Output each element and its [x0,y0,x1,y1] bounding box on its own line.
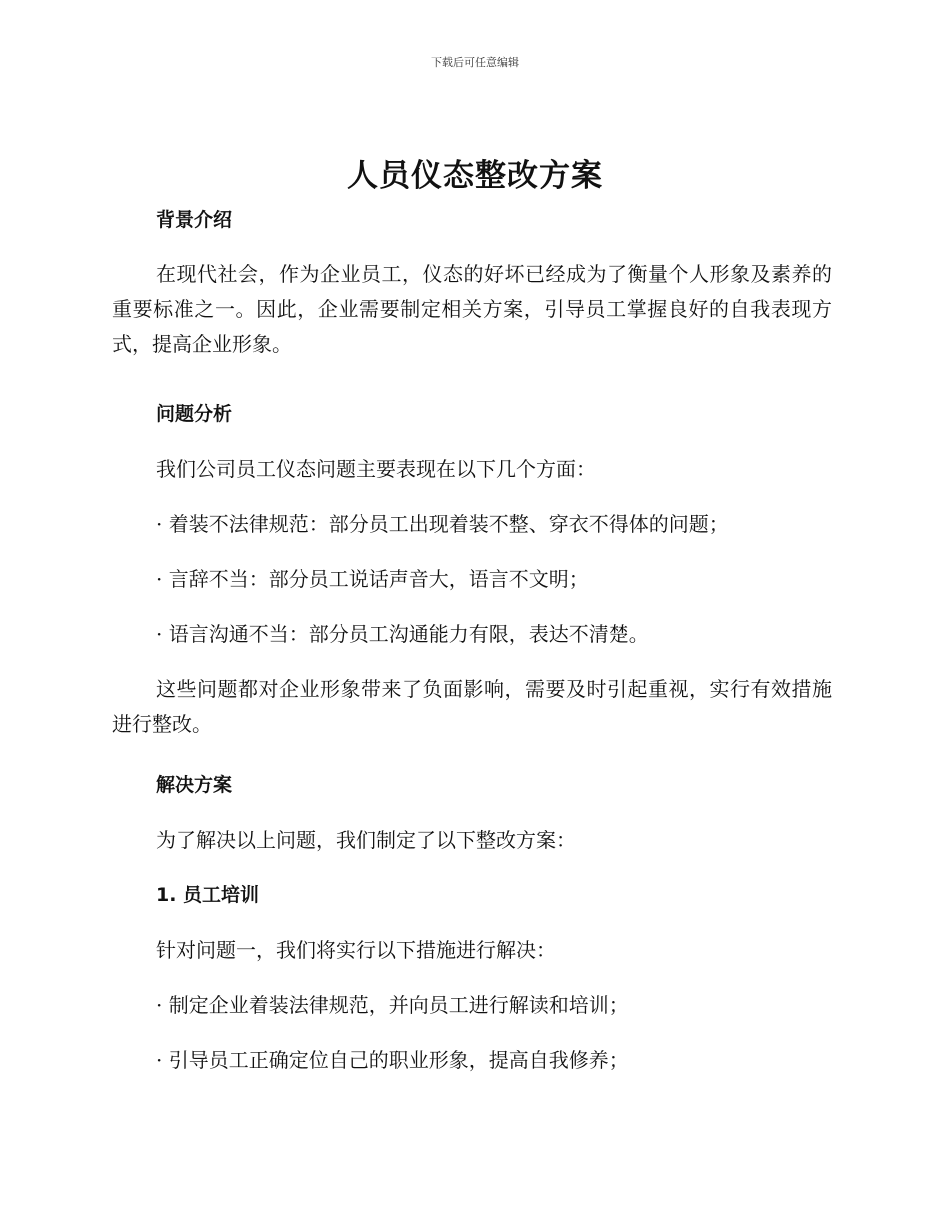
solution-bullet-1: · 制定企业着装法律规范，并向员工进行解读和培训； [156,993,629,1017]
header-note: 下载后可任意编辑 [431,56,519,69]
background-paragraph: 在现代社会，作为企业员工，仪态的好坏已经成为了衡量个人形象及素养的重要标准之一。因此，企业需要制定相关方案，引导员工掌握良好的自我表现方式，提高企业形象。 [112,262,832,356]
solution-intro: 为了解决以上问题，我们制定了以下整改方案： [156,828,576,852]
analysis-conclusion: 这些问题都对企业形象带来了负面影响，需要及时引起重视，实行有效措施进行整改。 [112,677,832,736]
section-heading-solution: 解决方案 [156,774,233,796]
section-heading-background: 背景介绍 [156,209,233,231]
section-heading-analysis: 问题分析 [156,403,233,425]
solution-subheading-training: 1. 员工培训 [156,884,260,906]
document-title: 人员仪态整改方案 [347,158,603,194]
analysis-bullet-1: · 着装不法律规范：部分员工出现着装不整、穿衣不得体的问题； [156,512,729,536]
solution-bullet-2: · 引导员工正确定位自己的职业形象，提高自我修养； [156,1048,629,1072]
solution-sub-intro: 针对问题一，我们将实行以下措施进行解决： [156,938,556,962]
analysis-bullet-2: · 言辞不当：部分员工说话声音大，语言不文明； [156,567,589,591]
analysis-intro: 我们公司员工仪态问题主要表现在以下几个方面： [156,457,596,481]
analysis-bullet-3: · 语言沟通不当：部分员工沟通能力有限，表达不清楚。 [156,622,649,646]
